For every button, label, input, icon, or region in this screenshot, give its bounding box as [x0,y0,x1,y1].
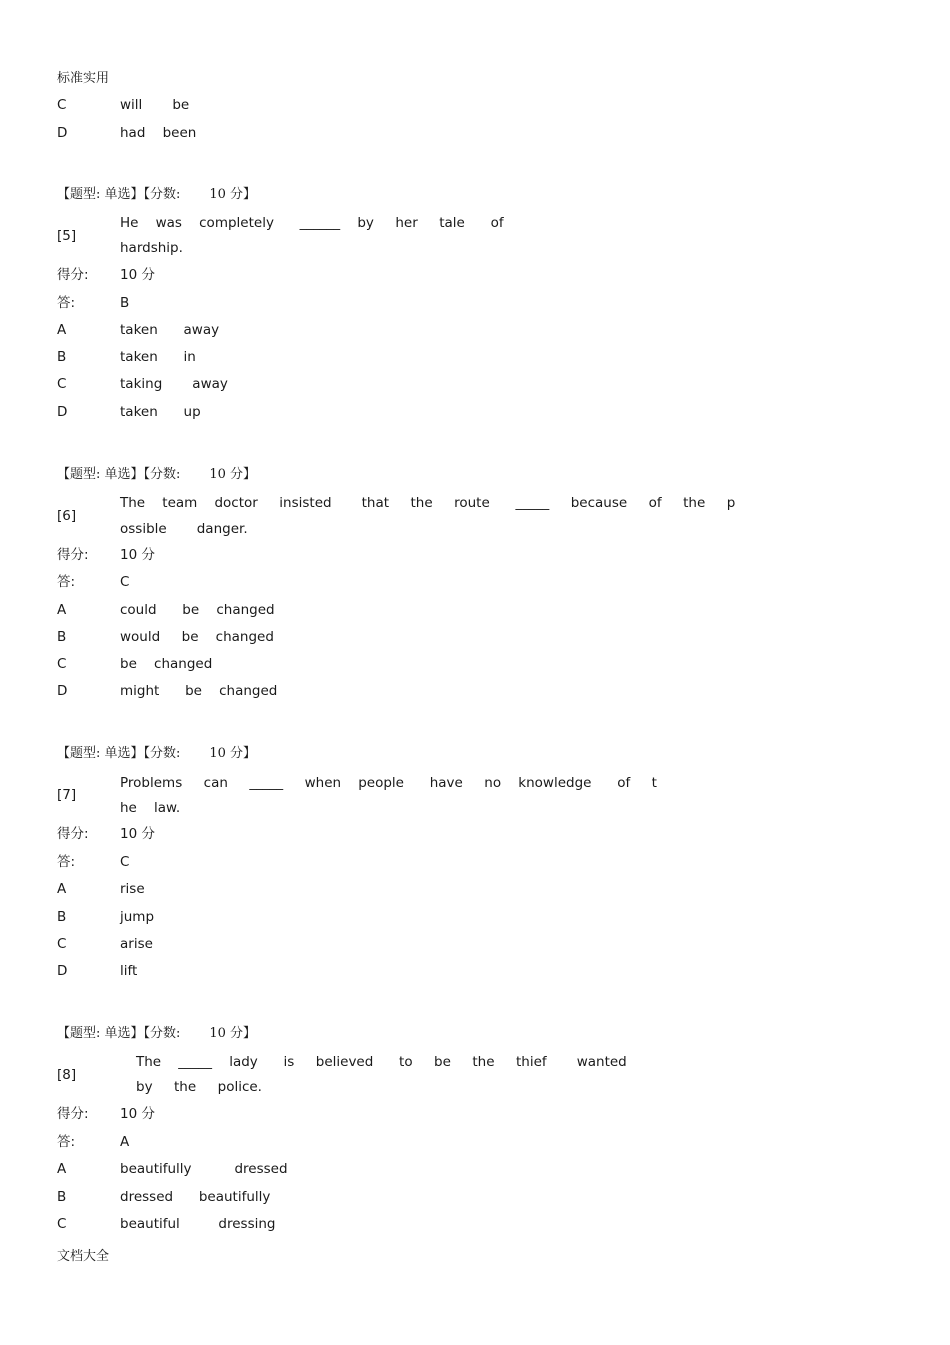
option-letter: D [57,683,68,699]
question-header: 【题型: 单选】【分数: 10 分】 [57,467,256,482]
question-text-line2: he law. [120,800,181,816]
question-text-line2: by the police. [136,1079,262,1095]
option-letter: A [57,881,67,897]
option-text: could be changed [120,602,275,618]
question-number: [5] [57,228,77,244]
option-letter: C [57,376,67,392]
option-text: beautiful dressing [120,1216,276,1232]
option-text: lift [120,963,138,979]
question-number: [6] [57,508,77,524]
answer-value: B [120,295,130,311]
option-text: beautifully dressed [120,1161,288,1177]
question-header: 【题型: 单选】【分数: 10 分】 [57,1026,256,1041]
option-letter: C [57,1216,67,1232]
option-text: taking away [120,376,228,392]
option-text: jump [120,909,155,925]
score-label: 得分: [57,1106,89,1122]
score-label: 得分: [57,547,89,563]
option-text: would be changed [120,629,274,645]
score-value: 10 分 [120,1106,155,1122]
option-text: might be changed [120,683,278,699]
score-value: 10 分 [120,826,155,842]
answer-label: 答: [57,295,76,311]
answer-label: 答: [57,1134,76,1150]
option-letter: B [57,349,67,365]
option-letter: B [57,1189,67,1205]
question-text-line1: The team doctor insisted that the route _____ because of the p [120,495,736,511]
option-text: taken up [120,404,201,420]
answer-value: C [120,854,130,870]
question-text-line1: The _____ lady is believed to be the thief wanted [136,1054,627,1070]
option-text: dressed beautifully [120,1189,271,1205]
page-footer: 文档大全 [57,1249,110,1264]
option-letter: B [57,909,67,925]
score-value: 10 分 [120,547,155,563]
option-text: arise [120,936,153,952]
option-text: will be [120,97,190,113]
option-letter: A [57,602,67,618]
score-label: 得分: [57,826,89,842]
option-text: had been [120,125,197,141]
option-letter: C [57,936,67,952]
option-text: rise [120,881,145,897]
question-number: [8] [57,1067,77,1083]
option-letter: B [57,629,67,645]
question-text-line1: Problems can _____ when people have no knowledge of t [120,775,657,791]
question-header: 【题型: 单选】【分数: 10 分】 [57,187,256,202]
answer-label: 答: [57,854,76,870]
score-label: 得分: [57,267,89,283]
option-letter: D [57,125,68,141]
answer-value: A [120,1134,130,1150]
option-letter: D [57,963,68,979]
answer-label: 答: [57,574,76,590]
score-value: 10 分 [120,267,155,283]
question-text-line1: He was completely ______ by her tale of [120,215,504,231]
question-text-line2: hardship. [120,240,183,256]
option-text: taken away [120,322,220,338]
question-number: [7] [57,787,77,803]
option-text: be changed [120,656,213,672]
option-letter: C [57,97,67,113]
option-text: taken in [120,349,196,365]
page-header: 标准实用 [57,71,110,86]
option-letter: C [57,656,67,672]
question-text-line2: ossible danger. [120,521,248,537]
answer-value: C [120,574,130,590]
option-letter: A [57,1161,67,1177]
option-letter: A [57,322,67,338]
question-header: 【题型: 单选】【分数: 10 分】 [57,746,256,761]
option-letter: D [57,404,68,420]
